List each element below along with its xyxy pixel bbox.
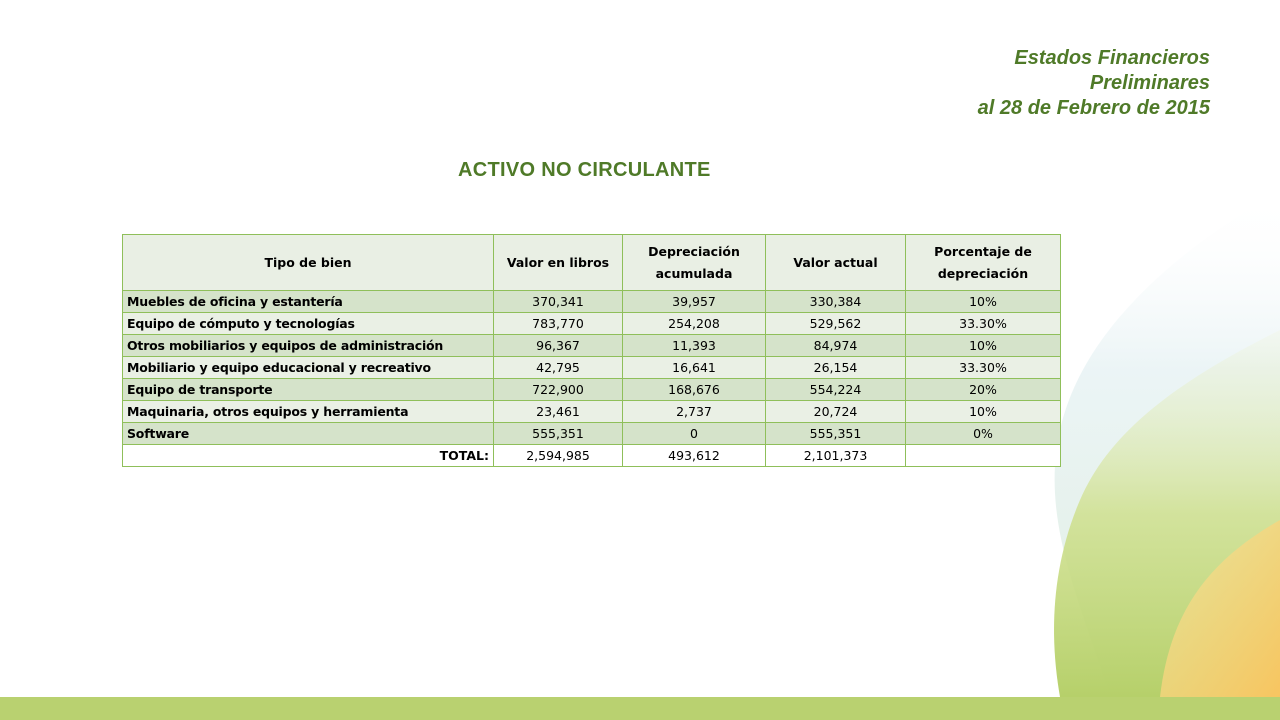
- cell-depreciacion: 16,641: [623, 357, 766, 379]
- cell-tipo: Mobiliario y equipo educacional y recreativo: [123, 357, 494, 379]
- cell-valor-actual: 26,154: [766, 357, 906, 379]
- cell-valor-actual: 84,974: [766, 335, 906, 357]
- cell-porcentaje: 20%: [906, 379, 1061, 401]
- column-header-tipo: Tipo de bien: [123, 235, 494, 291]
- cell-porcentaje: 0%: [906, 423, 1061, 445]
- column-header-valor-libros: Valor en libros: [494, 235, 623, 291]
- header-title-line-1: Estados Financieros: [1014, 47, 1210, 69]
- header-title-line-2: Preliminares: [1089, 72, 1210, 94]
- cell-depreciacion: 11,393: [623, 335, 766, 357]
- total-label: TOTAL:: [123, 445, 494, 467]
- column-header-depreciacion: Depreciación acumulada: [623, 235, 766, 291]
- table-row: [123, 379, 1061, 401]
- cell-valor-libros: 722,900: [494, 379, 623, 401]
- cell-depreciacion: 39,957: [623, 291, 766, 313]
- cell-valor-actual: 330,384: [766, 291, 906, 313]
- cell-porcentaje: 10%: [906, 401, 1061, 423]
- total-valor-actual: 2,101,373: [766, 445, 906, 467]
- report-header: [978, 46, 1210, 121]
- table-row: [123, 291, 1061, 313]
- cell-tipo: Software: [123, 423, 494, 445]
- header-date-line: al 28 de Febrero de 2015: [977, 97, 1210, 119]
- total-row: [123, 445, 1061, 467]
- cell-depreciacion: 2,737: [623, 401, 766, 423]
- table-header-row: [123, 235, 1061, 291]
- cell-porcentaje: 33.30%: [906, 313, 1061, 335]
- cell-valor-libros: 555,351: [494, 423, 623, 445]
- total-porcentaje: [906, 445, 1061, 467]
- cell-depreciacion: 0: [623, 423, 766, 445]
- cell-porcentaje: 10%: [906, 291, 1061, 313]
- cell-valor-libros: 42,795: [494, 357, 623, 379]
- cell-tipo: Muebles de oficina y estantería: [123, 291, 494, 313]
- table-row: [123, 401, 1061, 423]
- total-depreciacion: 493,612: [623, 445, 766, 467]
- assets-table: [122, 234, 1061, 467]
- column-header-valor-actual: Valor actual: [766, 235, 906, 291]
- table-row: [123, 357, 1061, 379]
- cell-valor-actual: 20,724: [766, 401, 906, 423]
- cell-porcentaje: 33.30%: [906, 357, 1061, 379]
- cell-valor-libros: 783,770: [494, 313, 623, 335]
- cell-tipo: Maquinaria, otros equipos y herramienta: [123, 401, 494, 423]
- cell-depreciacion: 168,676: [623, 379, 766, 401]
- cell-tipo: Equipo de cómputo y tecnologías: [123, 313, 494, 335]
- table-row: [123, 335, 1061, 357]
- column-header-porcentaje: Porcentaje de depreciación: [906, 235, 1061, 291]
- table-row: [123, 423, 1061, 445]
- cell-valor-actual: 529,562: [766, 313, 906, 335]
- cell-valor-libros: 96,367: [494, 335, 623, 357]
- cell-valor-libros: 23,461: [494, 401, 623, 423]
- cell-valor-libros: 370,341: [494, 291, 623, 313]
- cell-tipo: Otros mobiliarios y equipos de administración: [123, 335, 494, 357]
- cell-porcentaje: 10%: [906, 335, 1061, 357]
- bottom-bar: [0, 697, 1280, 720]
- cell-valor-actual: 554,224: [766, 379, 906, 401]
- cell-tipo: Equipo de transporte: [123, 379, 494, 401]
- total-valor-libros: 2,594,985: [494, 445, 623, 467]
- table-row: [123, 313, 1061, 335]
- cell-valor-actual: 555,351: [766, 423, 906, 445]
- cell-depreciacion: 254,208: [623, 313, 766, 335]
- section-title: ACTIVO NO CIRCULANTE: [458, 159, 711, 181]
